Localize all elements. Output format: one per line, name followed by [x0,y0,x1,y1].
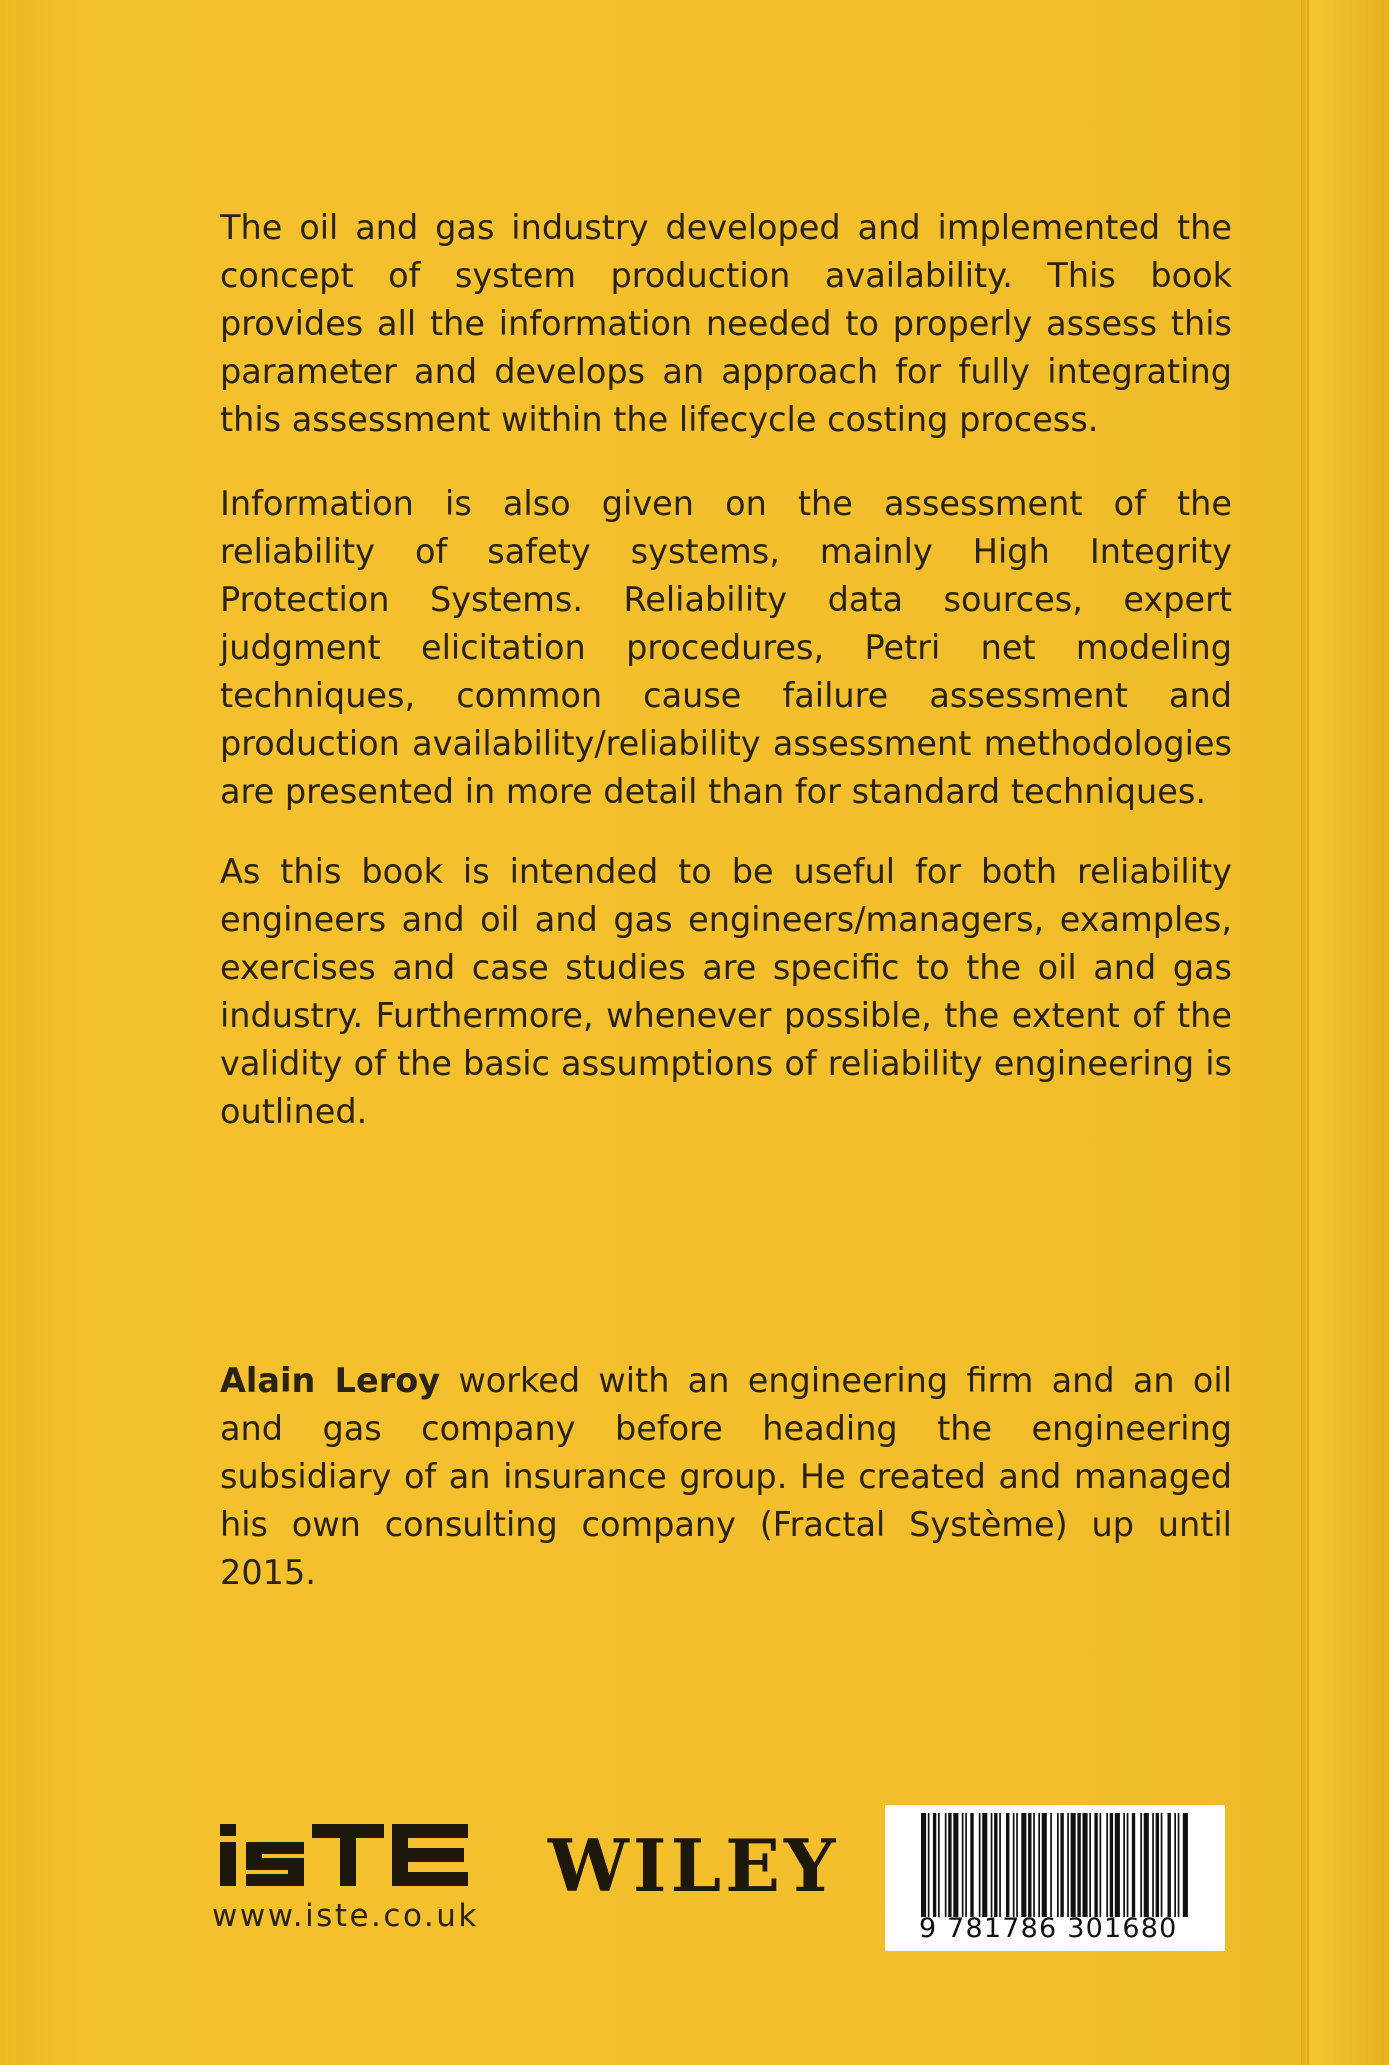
barcode-bar [1013,1813,1015,1917]
barcode-bar [1183,1813,1188,1917]
barcode-bar [1050,1813,1052,1917]
barcode-bar [948,1813,951,1917]
barcode-bar [1060,1813,1063,1917]
barcode-bar [1083,1813,1088,1917]
barcode-bar [921,1813,926,1917]
author-name: Alain Leroy [220,1361,441,1400]
barcode-bar [1094,1813,1097,1917]
barcode-bar [1174,1813,1176,1917]
barcode-bar [1006,1813,1009,1917]
blurb-paragraph-2: Information is also given on the assessment of the reliability of safety systems, mainly High Integrity Protection Systems. Reliability data sources, expert judgment elicitation procedures, Petri net modeling techniques, common cause failure assessment and production availability/reliability assessment methodologies are presented in more detail than for standard techniques. [220,484,1232,811]
barcode-bar [991,1813,993,1917]
barcode-bar [1140,1813,1142,1917]
barcode-bar [1127,1813,1129,1917]
barcode-bar [953,1813,958,1917]
barcode-bar [962,1813,964,1917]
barcode-bar [965,1813,967,1917]
barcode-bar [1067,1813,1069,1917]
barcode-bar [982,1813,987,1917]
barcode-bar [999,1813,1001,1917]
author-bio-text: worked with an engineering firm and an oil and gas company before heading the engineering subsidiary of an insurance group. He created and managed his own consulting company (Fractal Système) up until 2015. [220,1361,1233,1592]
blurb-paragraph-3: As this book is intended to be useful for both reliability engineers and oil and gas engineers/managers, examples, exercises and case studies are specific to the oil and gas industry. Furthermore, whenever possible, the extent of the validity of the basic assumptions of reliability engineering is outlined. [220,852,1232,1131]
isbn-barcode [885,1805,1225,1951]
barcode-bar [1038,1813,1040,1917]
barcode-bar [1168,1813,1171,1917]
barcode-bar [1110,1813,1113,1917]
spine-crease [1307,0,1309,2065]
isbn-digits: 9 781786 301680 [919,1913,1178,1944]
barcode-bar [979,1813,981,1917]
barcode-bar [1178,1813,1180,1917]
barcode-bar [1115,1813,1120,1917]
barcode-bar [1042,1813,1047,1917]
barcode-bar [933,1813,936,1917]
barcode-bar [1144,1813,1149,1917]
barcode-bar [1089,1813,1091,1917]
barcode-bar [945,1813,947,1917]
barcode-bars [919,1813,1189,1917]
barcode-bar [1057,1813,1059,1917]
barcode-bar [1106,1813,1108,1917]
barcode-bar [994,1813,997,1917]
wiley-logo: WILEY [548,1823,840,1908]
iste-website: www.iste.co.uk [212,1898,479,1934]
barcode-bar [1132,1813,1135,1917]
barcode-bar [1100,1813,1102,1917]
barcode-bar [1016,1813,1018,1917]
iste-logo [218,1824,470,1886]
barcode-bar [1033,1813,1035,1917]
spine-hinge [1301,0,1389,2065]
barcode-bar [938,1813,940,1917]
barcode-bar [1161,1813,1163,1917]
author-bio [220,1357,1232,1597]
barcode-bar [1152,1813,1154,1917]
barcode-bar [1021,1813,1026,1917]
barcode-bar [1156,1813,1159,1917]
barcode-bar [928,1813,930,1917]
barcode-bar [1123,1813,1125,1917]
barcode-bar [1028,1813,1031,1917]
blurb-paragraph-1: The oil and gas industry developed and implemented the concept of system production availability. This book provides all the information needed to properly assess this parameter and develops an approach for fully integrating this assessment within the lifecycle costing process. [220,208,1232,439]
barcode-bar [1077,1813,1080,1917]
barcode-bar [1071,1813,1076,1917]
barcode-bar [970,1813,973,1917]
